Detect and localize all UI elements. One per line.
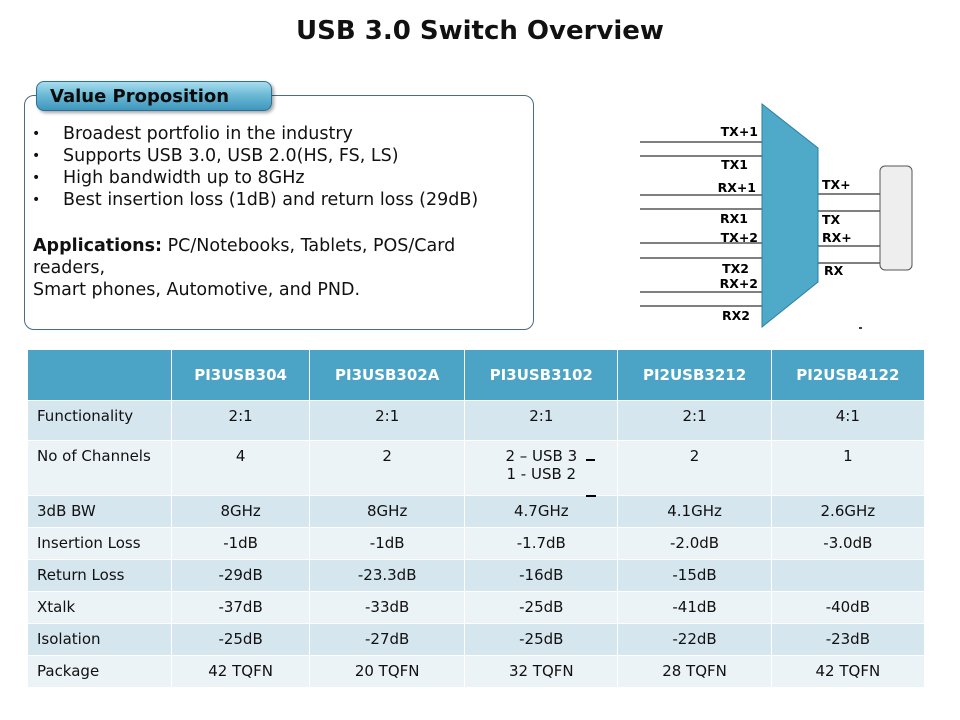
pin-label-left: RX2 (722, 308, 750, 323)
table-cell: -33dB (310, 592, 465, 624)
table-cell: -25dB (465, 592, 618, 624)
table-header: PI2USB3212 (618, 350, 771, 401)
pin-label-left: TX2 (722, 261, 749, 276)
table-header: PI3USB304 (172, 350, 310, 401)
bullet-item: • Broadest portfolio in the industry (32, 124, 353, 144)
table-cell: 4 (172, 441, 310, 496)
bullet-item: • High bandwidth up to 8GHz (32, 168, 305, 188)
table-row (28, 496, 925, 528)
table-cell (771, 560, 924, 592)
overlay-dash (586, 459, 595, 461)
applications-line-2: Smart phones, Automotive, and PND. (33, 280, 361, 300)
pin-label-right: TX (822, 212, 841, 227)
table-cell: 32 TQFN (465, 656, 618, 688)
row-label: Return Loss (28, 560, 172, 592)
table-cell: -3.0dB (771, 528, 924, 560)
pin-label-right: TX+ (822, 177, 851, 192)
table-cell: -2.0dB (618, 528, 771, 560)
bullet-icon: • (32, 192, 41, 208)
table-header: PI3USB3102 (465, 350, 618, 401)
table-cell: 4.1GHz (618, 496, 771, 528)
table-cell: -29dB (172, 560, 310, 592)
table-cell: -1dB (172, 528, 310, 560)
table-cell: 2:1 (618, 401, 771, 441)
slide-title: USB 3.0 Switch Overview (296, 16, 664, 46)
right-signal-lines (818, 194, 880, 263)
bullet-icon: • (32, 170, 41, 186)
row-label: 3dB BW (28, 496, 172, 528)
table-cell: 28 TQFN (618, 656, 771, 688)
table-cell: 2.6GHz (771, 496, 924, 528)
table-cell: 2:1 (465, 401, 618, 441)
table-cell: -25dB (465, 624, 618, 656)
table-header-row (28, 350, 925, 401)
table-cell: 4:1 (771, 401, 924, 441)
table-cell: -37dB (172, 592, 310, 624)
usb-switch-diagram (630, 100, 930, 335)
table-cell: -22dB (618, 624, 771, 656)
mux-trapezoid (762, 104, 818, 327)
table-cell: -41dB (618, 592, 771, 624)
table-cell: -1.7dB (465, 528, 618, 560)
table-cell: 20 TQFN (310, 656, 465, 688)
row-label: Isolation (28, 624, 172, 656)
pin-label-left: TX1 (721, 157, 748, 172)
table-row (28, 560, 925, 592)
row-label: Xtalk (28, 592, 172, 624)
table-row (28, 592, 925, 624)
spec-table (27, 349, 925, 688)
table-cell: 2:1 (172, 401, 310, 441)
table-cell: -27dB (310, 624, 465, 656)
table-cell: -40dB (771, 592, 924, 624)
table-row (28, 624, 925, 656)
table-cell: -23.3dB (310, 560, 465, 592)
pin-label-left: RX+2 (719, 276, 758, 291)
bullet-item: • Best insertion loss (1dB) and return loss (29dB) (32, 190, 479, 210)
bullet-item: • Supports USB 3.0, USB 2.0(HS, FS, LS) (32, 146, 399, 166)
table-header: PI3USB302A (310, 350, 465, 401)
bullet-icon: • (32, 148, 41, 164)
table-cell: 2:1 (310, 401, 465, 441)
table-cell: 1 (771, 441, 924, 496)
table-cell: -1dB (310, 528, 465, 560)
table-header-corner (28, 350, 172, 401)
table-cell: -25dB (172, 624, 310, 656)
table-row (28, 656, 925, 688)
row-label: Package (28, 656, 172, 688)
pin-label-right: RX (824, 263, 844, 278)
table-cell: -16dB (465, 560, 618, 592)
usb-connector (880, 166, 912, 270)
row-label: Insertion Loss (28, 528, 172, 560)
table-cell: 42 TQFN (771, 656, 924, 688)
row-label: No of Channels (28, 441, 172, 496)
value-proposition-tab: Value Proposition (36, 81, 272, 111)
row-label: Functionality (28, 401, 172, 441)
table-cell: 2 (310, 441, 465, 496)
applications-line-1: PC/Notebooks, Tablets, POS/Card readers, (33, 236, 456, 278)
table-row (28, 528, 925, 560)
table-cell: 2 (618, 441, 771, 496)
applications-text (33, 235, 528, 301)
table-cell: 2 – USB 3 1 - USB 2 (465, 441, 618, 496)
table-row (28, 401, 925, 441)
pin-label-left: TX+2 (720, 230, 758, 245)
bullet-icon: • (32, 126, 41, 142)
value-proposition-bullets (32, 123, 527, 211)
applications-label: Applications: (33, 236, 163, 256)
pin-label-left: RX+1 (717, 180, 756, 195)
table-header: PI2USB4122 (771, 350, 924, 401)
pin-label-right: RX+ (822, 230, 852, 245)
table-cell: 42 TQFN (172, 656, 310, 688)
table-cell: 8GHz (172, 496, 310, 528)
table-row (28, 441, 925, 496)
table-cell: -23dB (771, 624, 924, 656)
table-cell: -15dB (618, 560, 771, 592)
table-cell: 4.7GHz (465, 496, 618, 528)
table-cell: 8GHz (310, 496, 465, 528)
overlay-dash (586, 495, 596, 497)
pin-label-left: TX+1 (720, 124, 758, 139)
pin-label-left: RX1 (720, 211, 748, 226)
